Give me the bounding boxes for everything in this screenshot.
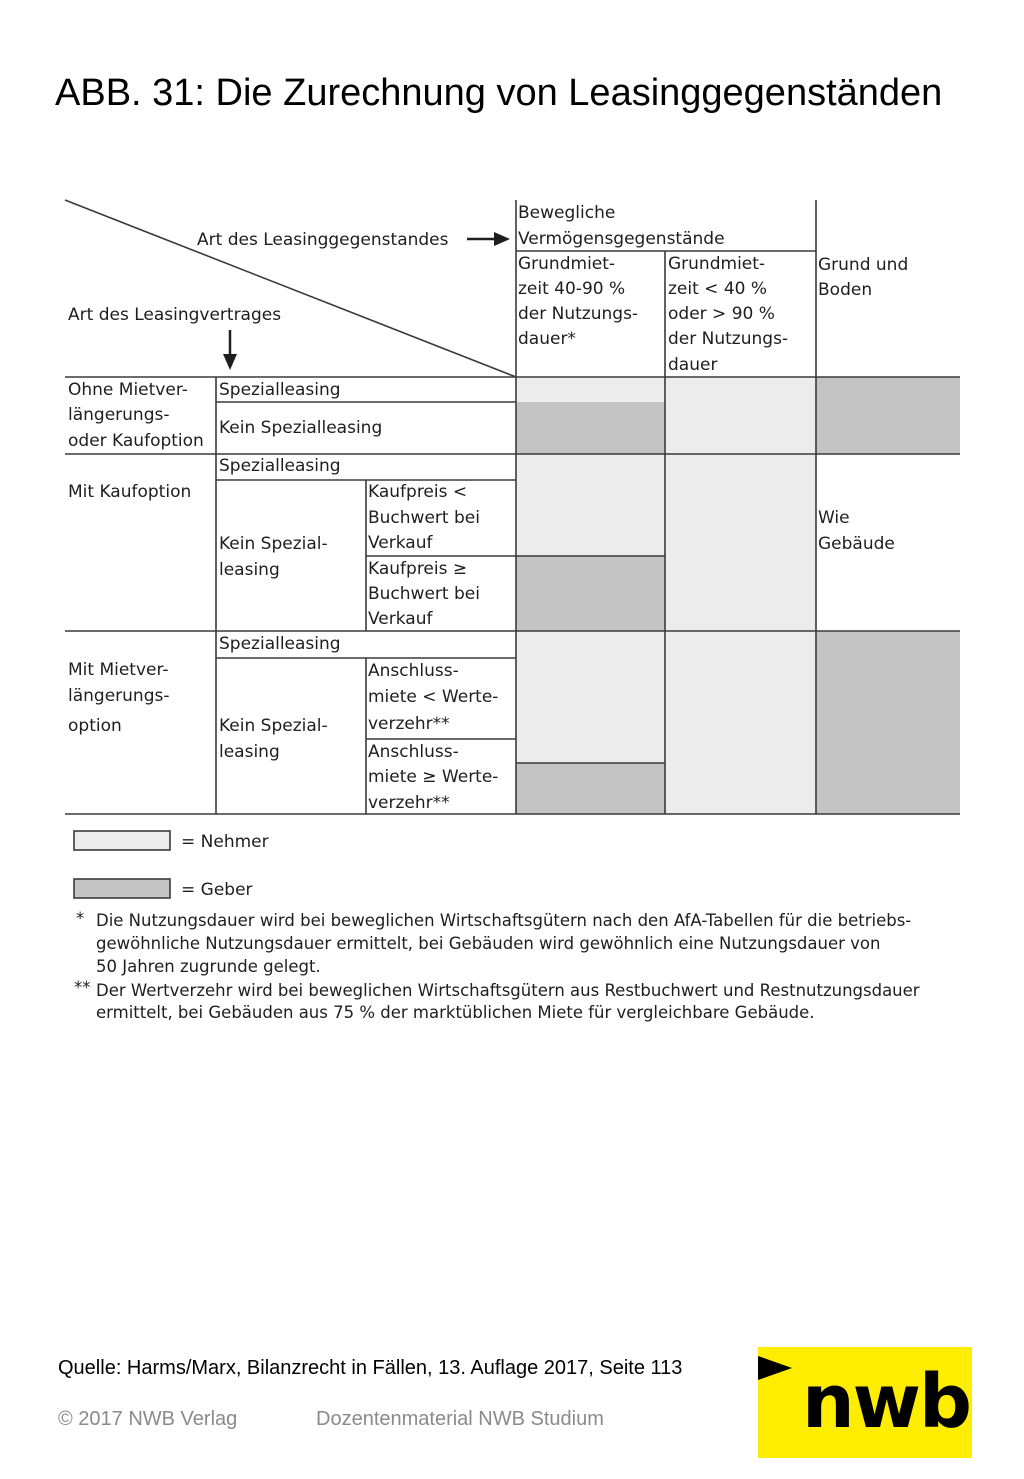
cell-kein-spezialleasing: Kein Spezialleasing — [219, 418, 383, 438]
svg-text:Verkauf: Verkauf — [368, 609, 433, 629]
svg-text:längerungs-: längerungs- — [68, 405, 170, 425]
svg-text:Gebäude: Gebäude — [818, 534, 895, 554]
header-beweglich — [518, 203, 725, 249]
svg-text:leasing: leasing — [219, 560, 280, 580]
footnote-1 — [76, 909, 911, 976]
svg-text:leasing: leasing — [219, 742, 280, 762]
svg-text:Buchwert bei: Buchwert bei — [368, 508, 480, 528]
row-mit-mietverlaengerung — [68, 660, 170, 736]
cell-spezialleasing: Spezialleasing — [219, 634, 341, 654]
svg-text:Grund und: Grund und — [818, 255, 909, 275]
legend — [74, 831, 269, 900]
svg-text:Grundmiet-: Grundmiet- — [668, 254, 766, 274]
cell-anschlussmiete-groesser — [368, 742, 498, 813]
cell-kein-spezialleasing — [219, 716, 328, 762]
cell-geber — [816, 631, 960, 814]
cell-geber — [516, 556, 665, 631]
nwb-logo — [758, 1347, 972, 1458]
legend-swatch-nehmer — [74, 831, 170, 850]
svg-text:oder > 90 %: oder > 90 % — [668, 304, 775, 324]
cell-nehmer — [516, 377, 665, 402]
page-title: ABB. 31: Die Zurechnung von Leasinggegenständen — [55, 72, 943, 114]
cell-anschlussmiete-kleiner — [368, 661, 498, 734]
svg-text:Bewegliche: Bewegliche — [518, 203, 616, 223]
svg-text:Anschluss-: Anschluss- — [368, 742, 459, 762]
svg-text:Mit Mietver-: Mit Mietver- — [68, 660, 169, 680]
header-col1 — [518, 254, 638, 349]
svg-text:zeit 40-90 %: zeit 40-90 % — [518, 279, 626, 299]
svg-text:verzehr**: verzehr** — [368, 714, 450, 734]
cell-kaufpreis-kleiner — [368, 482, 480, 553]
legend-swatch-geber — [74, 879, 170, 898]
svg-text:Vermögensgegenstände: Vermögensgegenstände — [518, 229, 725, 249]
arrow-down-icon — [223, 330, 237, 370]
cell-spezialleasing: Spezialleasing — [219, 456, 341, 476]
cell-geber — [816, 377, 960, 454]
svg-text:dauer*: dauer* — [518, 329, 576, 349]
svg-text:Kaufpreis ≥: Kaufpreis ≥ — [368, 559, 468, 579]
cell-geber — [516, 402, 665, 454]
cell-nehmer — [516, 631, 665, 763]
svg-text:50 Jahren zugrunde gelegt.: 50 Jahren zugrunde gelegt. — [96, 957, 321, 976]
svg-text:Grundmiet-: Grundmiet- — [518, 254, 616, 274]
svg-text:Ohne Mietver-: Ohne Mietver- — [68, 380, 188, 400]
cell-kein-spezialleasing — [219, 534, 328, 580]
svg-text:längerungs-: längerungs- — [68, 686, 170, 706]
cell-spezialleasing: Spezialleasing — [219, 380, 341, 400]
legend-geber: = Geber — [181, 880, 253, 900]
cell-wie-gebaeude — [818, 508, 895, 554]
svg-text:Die Nutzungsdauer wird bei bew: Die Nutzungsdauer wird bei beweglichen Wirtschaftsgütern nach den AfA-Tabellen für die betriebs- — [96, 911, 912, 930]
logo-arrow-icon — [758, 1356, 792, 1380]
header-art-gegenstand: Art des Leasinggegenstandes — [197, 230, 449, 250]
row-mit-kaufoption: Mit Kaufoption — [68, 482, 192, 502]
svg-text:Wie: Wie — [818, 508, 850, 528]
svg-text:Verkauf: Verkauf — [368, 533, 433, 553]
svg-text:dauer: dauer — [668, 355, 718, 375]
svg-text:Buchwert bei: Buchwert bei — [368, 584, 480, 604]
svg-text:miete < Werte-: miete < Werte- — [368, 687, 499, 707]
svg-text:oder Kaufoption: oder Kaufoption — [68, 431, 204, 451]
svg-text:zeit < 40 %: zeit < 40 % — [668, 279, 768, 299]
footnote-2 — [74, 978, 920, 1022]
legend-nehmer: = Nehmer — [181, 832, 269, 852]
svg-text:der Nutzungs-: der Nutzungs- — [518, 304, 639, 324]
svg-text:gewöhnliche Nutzungsdauer ermi: gewöhnliche Nutzungsdauer ermittelt, bei Gebäuden wird gewöhnlich eine Nutzungsdauer von — [96, 934, 881, 953]
cell-nehmer — [516, 454, 665, 556]
svg-text:der Nutzungs-: der Nutzungs- — [668, 329, 789, 349]
footer-copyright: © 2017 NWB Verlag — [58, 1408, 238, 1430]
svg-text:miete ≥ Werte-: miete ≥ Werte- — [368, 767, 499, 787]
cell-shading — [516, 377, 960, 814]
header-col2 — [668, 254, 788, 375]
svg-text:Anschluss-: Anschluss- — [368, 661, 459, 681]
cell-nehmer — [665, 377, 816, 814]
svg-text:**: ** — [74, 978, 91, 997]
arrow-right-icon — [467, 232, 510, 246]
footer-material: Dozentenmaterial NWB Studium — [316, 1408, 604, 1430]
svg-text:Kein Spezial-: Kein Spezial- — [219, 534, 328, 554]
cell-kaufpreis-groesser — [368, 559, 480, 629]
svg-text:Kaufpreis <: Kaufpreis < — [368, 482, 468, 502]
logo-text: nwb — [802, 1359, 971, 1445]
cell-geber — [516, 763, 665, 814]
svg-text:*: * — [76, 909, 85, 928]
svg-text:Der Wertverzehr wird bei beweg: Der Wertverzehr wird bei beweglichen Wirtschaftsgütern aus Restbuchwert und Restnutzungsdauer — [96, 981, 920, 1000]
svg-text:ermittelt, bei Gebäuden aus 75: ermittelt, bei Gebäuden aus 75 % der marktüblichen Miete für vergleichbare Gebäude. — [96, 1003, 815, 1022]
header-col3 — [818, 255, 908, 300]
row-ohne-option — [68, 380, 204, 451]
svg-text:Kein Spezial-: Kein Spezial- — [219, 716, 328, 736]
svg-text:Boden: Boden — [818, 280, 873, 300]
svg-text:verzehr**: verzehr** — [368, 793, 450, 813]
header-art-vertrag: Art des Leasingvertrages — [68, 305, 282, 325]
source-citation: Quelle: Harms/Marx, Bilanzrecht in Fällen, 13. Auflage 2017, Seite 113 — [58, 1357, 683, 1379]
svg-text:option: option — [68, 716, 122, 736]
